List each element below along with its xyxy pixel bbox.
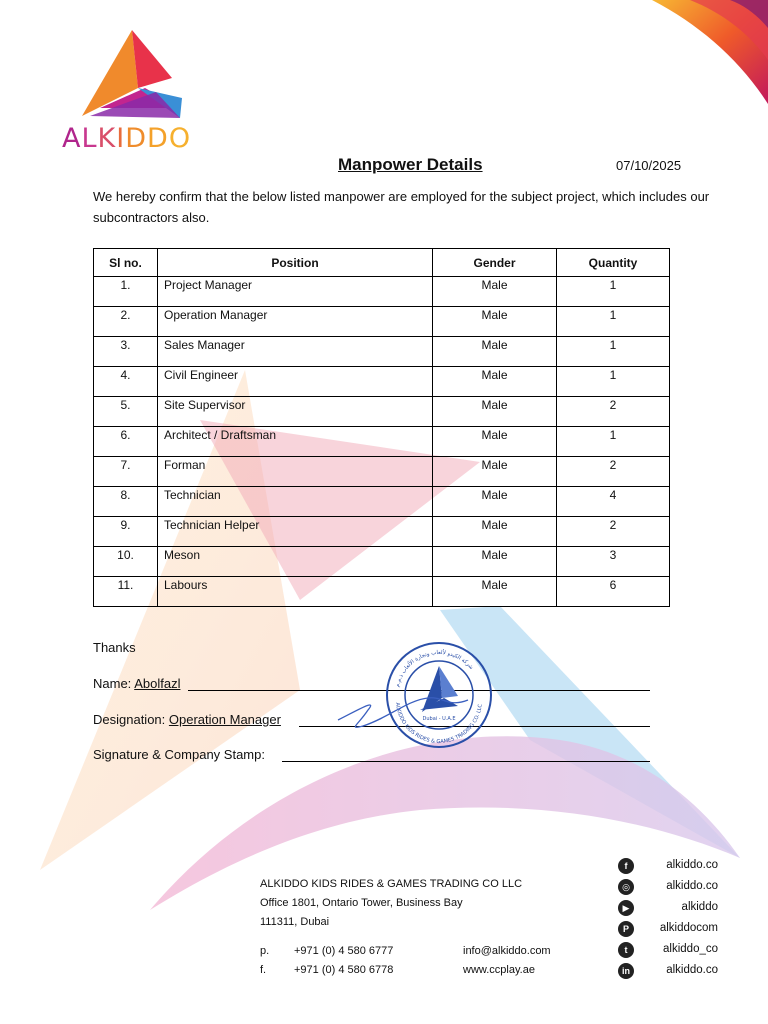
cell-quantity: 1 (557, 427, 670, 457)
thanks-text: Thanks (93, 640, 136, 655)
cell-sl-no: 10. (94, 547, 158, 577)
instagram-icon: ◎ (618, 879, 634, 895)
cell-sl-no: 4. (94, 367, 158, 397)
twitter-icon: t (618, 942, 634, 958)
cell-gender: Male (433, 457, 557, 487)
footer-phone-label: p. (260, 945, 270, 957)
table-row (94, 367, 670, 397)
social-handle: alkiddo.co (666, 880, 718, 892)
document-date: 07/10/2025 (616, 158, 682, 173)
social-link[interactable] (618, 963, 718, 979)
cell-gender: Male (433, 427, 557, 457)
designation-value: Operation Manager (168, 712, 281, 727)
table-row (94, 457, 670, 487)
footer-phone: +971 (0) 4 580 6777 (294, 945, 394, 957)
social-link[interactable] (618, 879, 718, 895)
social-link[interactable] (618, 921, 718, 937)
brand-logo-text: ALKIDDO (62, 123, 192, 154)
cell-position: Labours (158, 577, 433, 607)
footer-fax: +971 (0) 4 580 6778 (294, 964, 394, 976)
cell-quantity: 2 (557, 397, 670, 427)
cell-quantity: 4 (557, 487, 670, 517)
social-handle: alkiddo.co (666, 964, 718, 976)
social-handle: alkiddo.co (666, 859, 718, 871)
cell-sl-no: 9. (94, 517, 158, 547)
table-header-row (94, 249, 670, 277)
cell-quantity: 2 (557, 457, 670, 487)
cell-gender: Male (433, 307, 557, 337)
cell-quantity: 6 (557, 577, 670, 607)
cell-gender: Male (433, 487, 557, 517)
cell-quantity: 1 (557, 337, 670, 367)
cell-sl-no: 11. (94, 577, 158, 607)
cell-sl-no: 6. (94, 427, 158, 457)
cell-sl-no: 7. (94, 457, 158, 487)
footer-fax-label: f. (260, 964, 267, 976)
footer-company-name: ALKIDDO KIDS RIDES & GAMES TRADING CO LLC (260, 878, 523, 890)
youtube-icon: ▶ (618, 900, 634, 916)
cell-gender: Male (433, 577, 557, 607)
table-row (94, 277, 670, 307)
social-link[interactable] (618, 942, 718, 958)
cell-position: Operation Manager (158, 307, 433, 337)
cell-sl-no: 2. (94, 307, 158, 337)
cell-sl-no: 3. (94, 337, 158, 367)
table-row (94, 427, 670, 457)
document-title: Manpower Details (338, 155, 483, 174)
name-label: Name: (93, 676, 132, 691)
svg-text:Dubai - U.A.E: Dubai - U.A.E (422, 716, 456, 722)
cell-position: Meson (158, 547, 433, 577)
name-line (93, 676, 180, 691)
footer-address-line1: Office 1801, Ontario Tower, Business Bay (260, 897, 463, 909)
cell-quantity: 1 (557, 307, 670, 337)
footer-website[interactable]: www.ccplay.ae (463, 964, 535, 976)
column-header-gender: Gender (433, 249, 557, 277)
cell-position: Forman (158, 457, 433, 487)
facebook-icon: f (618, 858, 634, 874)
cell-position: Sales Manager (158, 337, 433, 367)
cell-position: Civil Engineer (158, 367, 433, 397)
table-row (94, 397, 670, 427)
cell-sl-no: 1. (94, 277, 158, 307)
cell-gender: Male (433, 337, 557, 367)
cell-gender: Male (433, 517, 557, 547)
cell-position: Project Manager (158, 277, 433, 307)
name-value: Abolfazl (134, 676, 181, 691)
manpower-table (93, 248, 670, 607)
cell-position: Technician Helper (158, 517, 433, 547)
cell-gender: Male (433, 367, 557, 397)
table-row (94, 487, 670, 517)
table-row (94, 337, 670, 367)
svg-text:ALKIDDO KIDS RIDES & GAMES TRA: ALKIDDO KIDS RIDES & GAMES TRADING CO. LLC (394, 702, 484, 746)
social-handle: alkiddocom (659, 922, 718, 934)
cell-gender: Male (433, 397, 557, 427)
signature-line (93, 747, 265, 762)
table-row (94, 517, 670, 547)
cell-sl-no: 8. (94, 487, 158, 517)
social-handle: alkiddo (681, 901, 718, 913)
designation-label: Designation: (93, 712, 166, 727)
column-header-position: Position (158, 249, 433, 277)
column-header-sl-no: Sl no. (94, 249, 158, 277)
cell-quantity: 1 (557, 367, 670, 397)
pinterest-icon: P (618, 921, 634, 937)
intro-paragraph: We hereby confirm that the below listed manpower are employed for the subject project, which includes our subcontractors also. (93, 189, 710, 225)
cell-position: Architect / Draftsman (158, 427, 433, 457)
cell-position: Site Supervisor (158, 397, 433, 427)
social-link[interactable] (618, 900, 718, 916)
column-header-quantity: Quantity (557, 249, 670, 277)
cell-quantity: 3 (557, 547, 670, 577)
footer-address-line2: 111311, Dubai (260, 916, 330, 928)
cell-gender: Male (433, 547, 557, 577)
cell-position: Technician (158, 487, 433, 517)
social-link[interactable] (618, 858, 718, 874)
cell-gender: Male (433, 277, 557, 307)
cell-quantity: 1 (557, 277, 670, 307)
signature-underline (282, 761, 650, 762)
designation-line (93, 712, 281, 727)
linkedin-icon: in (618, 963, 634, 979)
cell-sl-no: 5. (94, 397, 158, 427)
social-handle: alkiddo_co (663, 943, 718, 955)
svg-text:شركة الكيدو لألعاب وتجارة الأل: شركة الكيدو لألعاب وتجارة الألعاب ذ.م.م (394, 649, 475, 688)
cell-quantity: 2 (557, 517, 670, 547)
table-row (94, 577, 670, 607)
table-row (94, 547, 670, 577)
signature-label: Signature & Company Stamp: (93, 747, 265, 762)
table-row (94, 307, 670, 337)
handwritten-signature (318, 680, 478, 740)
footer-email[interactable]: info@alkiddo.com (463, 945, 551, 957)
